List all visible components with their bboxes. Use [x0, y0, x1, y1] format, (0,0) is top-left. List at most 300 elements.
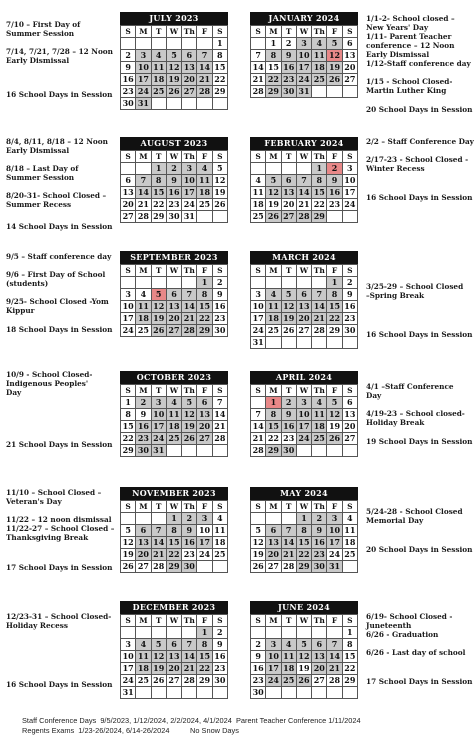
day-cell: 9 [327, 175, 342, 187]
day-cell: 29 [212, 86, 227, 98]
day-cell: 22 [296, 549, 311, 561]
day-cell: 26 [121, 561, 136, 573]
day-cell: 6 [281, 175, 296, 187]
day-cell: 10 [197, 525, 212, 537]
day-cell [296, 277, 311, 289]
weekday-header: T [281, 615, 296, 627]
weekday-header: S [342, 265, 357, 277]
day-cell: 27 [342, 433, 357, 445]
day-cell: 22 [197, 663, 212, 675]
day-cell: 10 [266, 651, 281, 663]
day-cell: 11 [136, 301, 151, 313]
day-cell: 19 [182, 421, 197, 433]
day-cell: 8 [197, 289, 212, 301]
day-cell: 1 [121, 397, 136, 409]
day-cell [296, 337, 311, 349]
day-cell [296, 163, 311, 175]
day-cell: 24 [197, 549, 212, 561]
day-cell: 3 [327, 513, 342, 525]
day-cell: 28 [281, 561, 296, 573]
day-cell: 24 [182, 199, 197, 211]
note-text: 4/19-23 – School closed- Holiday Break [366, 409, 465, 427]
day-cell: 27 [121, 211, 136, 223]
day-cell: 28 [182, 325, 197, 337]
day-cell [212, 445, 227, 457]
day-cell: 26 [151, 325, 166, 337]
note-text: 21 School Days in Session [6, 440, 113, 449]
day-cell: 27 [266, 561, 281, 573]
weekday-header: S [342, 26, 357, 38]
day-cell [342, 687, 357, 699]
weekday-header: W [296, 385, 311, 397]
day-cell: 5 [212, 163, 227, 175]
day-cell: 5 [327, 38, 342, 50]
weekday-header: M [266, 151, 281, 163]
day-cell: 5 [266, 175, 281, 187]
day-cell [251, 627, 266, 639]
note-block [366, 193, 474, 202]
day-cell: 7 [182, 639, 197, 651]
day-cell: 25 [266, 325, 281, 337]
note-text: 11/22 – 12 noon dismissal 11/22-27 – School Closed – Thanksgiving Break [6, 515, 115, 542]
day-cell: 30 [136, 445, 151, 457]
weekday-header: S [342, 615, 357, 627]
day-cell: 9 [281, 409, 296, 421]
weekday-header: T [281, 501, 296, 513]
day-cell: 22 [166, 549, 181, 561]
day-cell: 12 [121, 537, 136, 549]
month-calendar [250, 487, 358, 573]
month-title: OCTOBER 2023 [120, 371, 228, 384]
day-cell [327, 627, 342, 639]
day-cell: 12 [327, 409, 342, 421]
day-cell: 7 [312, 289, 327, 301]
day-cell: 25 [151, 86, 166, 98]
weekday-header: M [136, 265, 151, 277]
month-title: JUNE 2024 [250, 601, 358, 614]
day-cell: 13 [166, 301, 181, 313]
day-cell: 17 [296, 62, 311, 74]
day-cell: 26 [327, 433, 342, 445]
day-cell: 28 [197, 86, 212, 98]
day-cell: 10 [251, 301, 266, 313]
day-cell: 5 [281, 289, 296, 301]
day-cell: 2 [327, 163, 342, 175]
day-cell: 3 [121, 289, 136, 301]
day-cell [327, 337, 342, 349]
day-cell: 13 [121, 187, 136, 199]
day-cell: 22 [342, 663, 357, 675]
note-text: 16 School Days in Session [366, 193, 473, 202]
note-block [6, 680, 118, 689]
day-cell: 6 [166, 639, 181, 651]
day-cell: 24 [266, 675, 281, 687]
day-cell: 6 [312, 639, 327, 651]
day-cell: 16 [182, 537, 197, 549]
day-cell: 15 [296, 537, 311, 549]
weekday-header: F [327, 26, 342, 38]
weekday-header: Th [312, 151, 327, 163]
note-block [366, 612, 474, 657]
note-text: 8/18 – Last Day of Summer Session [6, 164, 79, 182]
day-cell: 18 [166, 421, 181, 433]
note-block [6, 370, 118, 397]
day-cell: 11 [251, 187, 266, 199]
weekday-header: Th [182, 26, 197, 38]
day-cell: 12 [182, 409, 197, 421]
day-cell: 4 [251, 175, 266, 187]
weekday-header: W [166, 615, 181, 627]
day-cell: 3 [136, 50, 151, 62]
day-cell [212, 561, 227, 573]
day-cell: 25 [312, 74, 327, 86]
day-cell: 24 [296, 433, 311, 445]
day-cell: 25 [251, 211, 266, 223]
weekday-header: W [166, 26, 181, 38]
weekday-header: M [136, 385, 151, 397]
note-block [6, 440, 118, 449]
note-block [366, 14, 474, 95]
month-calendar [250, 371, 358, 457]
day-cell: 10 [296, 409, 311, 421]
day-cell: 26 [182, 433, 197, 445]
day-cell: 27 [182, 86, 197, 98]
day-cell: 3 [197, 513, 212, 525]
day-cell: 21 [212, 421, 227, 433]
day-cell: 8 [312, 175, 327, 187]
weekday-header: S [251, 615, 266, 627]
day-cell: 31 [251, 337, 266, 349]
day-cell: 2 [182, 513, 197, 525]
day-cell: 7 [151, 525, 166, 537]
day-cell: 6 [342, 38, 357, 50]
day-cell [121, 277, 136, 289]
day-cell: 5 [182, 397, 197, 409]
footer-regents-exams: Regents Exams 1/23-26/2024, 6/14-26/2024 No Snow Days [22, 726, 239, 735]
day-cell [212, 98, 227, 110]
note-block [6, 90, 118, 99]
day-cell: 9 [281, 50, 296, 62]
weekday-header: F [327, 265, 342, 277]
day-cell: 10 [327, 525, 342, 537]
day-cell: 24 [136, 86, 151, 98]
weekday-header: W [166, 385, 181, 397]
day-cell: 12 [251, 537, 266, 549]
day-cell: 29 [197, 675, 212, 687]
day-cell: 15 [197, 301, 212, 313]
day-cell: 8 [166, 525, 181, 537]
day-cell [281, 513, 296, 525]
day-cell [251, 397, 266, 409]
note-block [6, 488, 118, 542]
month-title: MARCH 2024 [250, 251, 358, 264]
day-cell: 14 [182, 301, 197, 313]
day-cell: 21 [182, 663, 197, 675]
day-cell [151, 513, 166, 525]
day-cell: 21 [182, 313, 197, 325]
weekday-header: S [251, 385, 266, 397]
day-cell [121, 38, 136, 50]
day-cell: 8 [266, 50, 281, 62]
day-cell: 19 [251, 549, 266, 561]
weekday-header: W [166, 501, 181, 513]
weekday-header: S [212, 265, 227, 277]
weekday-header: F [197, 501, 212, 513]
month-calendar [250, 251, 358, 349]
day-cell: 1 [151, 163, 166, 175]
day-cell: 13 [342, 409, 357, 421]
day-cell: 7 [197, 50, 212, 62]
day-cell: 18 [266, 313, 281, 325]
day-cell: 24 [121, 675, 136, 687]
day-cell [327, 86, 342, 98]
day-cell: 8 [212, 50, 227, 62]
day-cell: 4 [342, 513, 357, 525]
day-cell: 30 [251, 687, 266, 699]
day-cell: 9 [312, 525, 327, 537]
weekday-header: F [327, 615, 342, 627]
day-cell [197, 687, 212, 699]
day-cell: 1 [266, 397, 281, 409]
day-cell: 11 [197, 175, 212, 187]
day-cell: 2 [166, 163, 181, 175]
day-cell [151, 687, 166, 699]
day-cell [342, 445, 357, 457]
weekday-header: S [342, 385, 357, 397]
day-cell [312, 687, 327, 699]
weekday-header: Th [182, 385, 197, 397]
note-block [6, 20, 118, 65]
day-cell: 22 [312, 199, 327, 211]
day-cell: 18 [281, 663, 296, 675]
day-cell: 28 [182, 675, 197, 687]
note-block [6, 252, 118, 315]
day-cell [136, 38, 151, 50]
day-cell: 11 [166, 409, 181, 421]
day-cell: 14 [151, 537, 166, 549]
day-cell: 15 [342, 651, 357, 663]
note-text: 19 School Days in Session [366, 437, 473, 446]
day-cell [312, 337, 327, 349]
note-block [366, 677, 474, 686]
day-cell: 27 [166, 675, 181, 687]
day-cell: 15 [151, 187, 166, 199]
day-cell: 30 [121, 98, 136, 110]
day-cell: 23 [212, 313, 227, 325]
day-cell: 1 [312, 163, 327, 175]
day-cell: 29 [266, 86, 281, 98]
month-title: JULY 2023 [120, 12, 228, 25]
day-cell: 4 [136, 639, 151, 651]
day-cell: 23 [327, 199, 342, 211]
weekday-header: S [212, 501, 227, 513]
day-cell: 10 [342, 175, 357, 187]
day-cell [251, 277, 266, 289]
weekday-header: F [197, 265, 212, 277]
day-cell: 5 [166, 50, 181, 62]
day-cell: 20 [166, 663, 181, 675]
day-cell: 2 [251, 639, 266, 651]
note-text: 16 School Days in Session [6, 680, 113, 689]
day-cell: 20 [312, 663, 327, 675]
day-cell: 6 [166, 289, 181, 301]
weekday-header: M [136, 26, 151, 38]
note-text: 6/26 - Last day of school [366, 648, 466, 657]
note-text: 4/1 –Staff Conference Day [366, 382, 454, 400]
day-cell: 16 [281, 421, 296, 433]
day-cell: 25 [136, 675, 151, 687]
day-cell: 26 [251, 561, 266, 573]
month-calendar [250, 601, 358, 699]
day-cell: 27 [136, 561, 151, 573]
weekday-header: W [166, 151, 181, 163]
weekday-header: M [266, 501, 281, 513]
day-cell: 21 [251, 74, 266, 86]
day-cell: 29 [312, 211, 327, 223]
day-cell: 23 [182, 549, 197, 561]
weekday-header: F [197, 385, 212, 397]
weekday-header: W [296, 615, 311, 627]
day-cell [251, 513, 266, 525]
day-cell [121, 513, 136, 525]
day-cell [136, 687, 151, 699]
note-text: 18 School Days in Session [6, 325, 113, 334]
day-cell: 20 [296, 313, 311, 325]
weekday-header: S [251, 265, 266, 277]
day-cell: 7 [212, 397, 227, 409]
day-cell: 18 [312, 62, 327, 74]
weekday-header: S [121, 26, 136, 38]
day-cell: 15 [197, 651, 212, 663]
day-cell: 6 [342, 397, 357, 409]
day-cell: 5 [151, 639, 166, 651]
day-cell: 30 [212, 325, 227, 337]
day-cell [312, 445, 327, 457]
day-cell: 5 [327, 397, 342, 409]
day-cell: 8 [296, 525, 311, 537]
day-cell: 31 [182, 211, 197, 223]
day-cell: 29 [342, 675, 357, 687]
weekday-header: S [251, 26, 266, 38]
note-text: 7/10 – First Day of Summer Session [6, 20, 81, 38]
day-cell [197, 38, 212, 50]
day-cell: 9 [121, 62, 136, 74]
weekday-header: T [151, 26, 166, 38]
day-cell [166, 277, 181, 289]
day-cell: 12 [296, 651, 311, 663]
day-cell [296, 445, 311, 457]
day-cell: 10 [151, 409, 166, 421]
weekday-header: F [197, 26, 212, 38]
day-cell: 21 [151, 549, 166, 561]
month-calendar [250, 12, 358, 98]
day-cell: 28 [151, 561, 166, 573]
day-cell: 27 [312, 675, 327, 687]
day-cell: 20 [136, 549, 151, 561]
day-cell: 8 [121, 409, 136, 421]
day-cell: 15 [266, 62, 281, 74]
note-text: 20 School Days in Session [366, 545, 473, 554]
day-cell: 14 [281, 537, 296, 549]
day-cell: 21 [197, 74, 212, 86]
day-cell: 25 [212, 549, 227, 561]
day-cell: 13 [296, 301, 311, 313]
day-cell: 16 [136, 421, 151, 433]
day-cell: 24 [251, 325, 266, 337]
day-cell: 20 [121, 199, 136, 211]
weekday-header: T [151, 151, 166, 163]
day-cell: 12 [266, 187, 281, 199]
day-cell: 1 [212, 38, 227, 50]
weekday-header: T [151, 615, 166, 627]
weekday-header: T [151, 501, 166, 513]
day-cell: 4 [312, 38, 327, 50]
day-cell: 1 [197, 277, 212, 289]
weekday-header: Th [182, 501, 197, 513]
month-title: FEBRUARY 2024 [250, 137, 358, 150]
weekday-header: S [342, 151, 357, 163]
day-cell: 20 [342, 62, 357, 74]
day-cell: 3 [151, 397, 166, 409]
day-cell [182, 277, 197, 289]
day-cell: 19 [327, 421, 342, 433]
day-cell: 4 [166, 397, 181, 409]
day-cell: 22 [266, 433, 281, 445]
day-cell [342, 86, 357, 98]
day-cell: 18 [342, 537, 357, 549]
note-text: 1/15 - School Closed- Martin Luther King [366, 77, 453, 95]
day-cell: 10 [296, 50, 311, 62]
month-calendar [120, 601, 228, 699]
day-cell: 17 [266, 663, 281, 675]
day-cell: 19 [266, 199, 281, 211]
month-calendar [120, 487, 228, 573]
day-cell: 15 [212, 62, 227, 74]
day-cell: 18 [151, 74, 166, 86]
day-cell: 4 [281, 639, 296, 651]
day-cell: 7 [136, 175, 151, 187]
day-cell [166, 445, 181, 457]
day-cell: 27 [197, 433, 212, 445]
day-cell: 27 [296, 325, 311, 337]
day-cell: 9 [166, 175, 181, 187]
weekday-header: T [151, 385, 166, 397]
weekday-header: S [212, 385, 227, 397]
day-cell [212, 211, 227, 223]
weekday-header: W [296, 501, 311, 513]
day-cell: 29 [166, 561, 181, 573]
day-cell: 24 [296, 74, 311, 86]
note-text: 9/5 – Staff conference day [6, 252, 112, 261]
day-cell: 4 [136, 289, 151, 301]
day-cell: 24 [327, 549, 342, 561]
day-cell: 28 [136, 211, 151, 223]
day-cell [151, 98, 166, 110]
day-cell: 17 [151, 421, 166, 433]
day-cell: 21 [312, 313, 327, 325]
day-cell [212, 687, 227, 699]
day-cell: 18 [136, 313, 151, 325]
note-text: 12/23-31 – School Closed- Holiday Recess [6, 612, 112, 630]
day-cell: 14 [251, 62, 266, 74]
day-cell: 16 [121, 74, 136, 86]
weekday-header: M [266, 385, 281, 397]
day-cell [342, 561, 357, 573]
day-cell: 31 [296, 86, 311, 98]
day-cell: 13 [197, 409, 212, 421]
month-calendar [120, 137, 228, 223]
note-text: 7/14, 7/21, 7/28 – 12 Noon Early Dismissal [6, 47, 113, 65]
